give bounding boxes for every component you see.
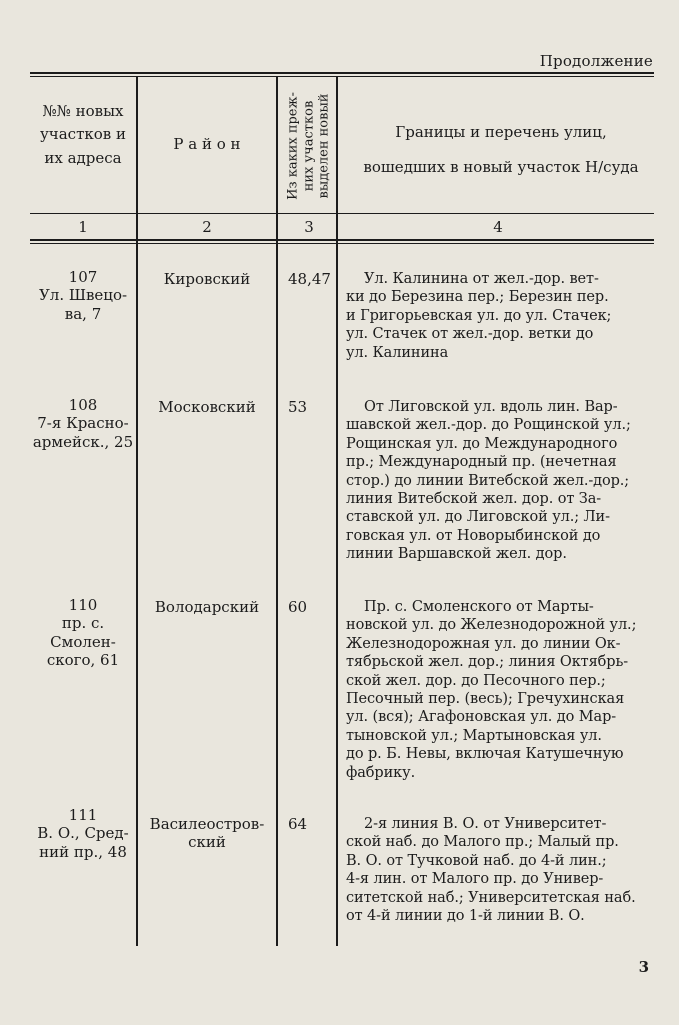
table-row-111-district: Василеостров- ский bbox=[149, 815, 265, 852]
table-row-110-from: 60 bbox=[288, 598, 308, 616]
colnum-rule bbox=[30, 239, 654, 241]
continued-label: Продолжение bbox=[539, 52, 653, 70]
colnum-3: 3 bbox=[304, 218, 314, 236]
colnum-1: 1 bbox=[78, 218, 88, 236]
column-divider-1 bbox=[136, 76, 138, 946]
table-row-111-from: 64 bbox=[288, 815, 308, 833]
table-row-111-streets: 2-я линия В. О. от Университет- ской наб. до Малого пр.; Малый пр. В. О. от Тучковой наб. до 4-й лин.; 4-я лин. от Малого пр. до Универ- ситетской наб.; Университетская наб. от 4-й линии до 1-й линии В. О. bbox=[346, 816, 636, 925]
table-row-107-from: 48,47 bbox=[288, 270, 331, 288]
header-col1: №№ новых участков и их адреса bbox=[39, 102, 126, 167]
table-row-110-district: Володарский bbox=[154, 598, 260, 616]
table-row-107-streets: Ул. Калинина от жел.-дор. вет- ки до Березина пер.; Березин пер. и Григорьевская ул. до ул. Стачек; ул. Стачек от жел.-дор. ветки до ул. Калинина bbox=[346, 271, 612, 361]
header-rule bbox=[30, 213, 654, 214]
header-col3: Из каких преж- них участков выделен новый bbox=[285, 91, 332, 200]
colnum-4: 4 bbox=[493, 218, 503, 236]
table-top-rule bbox=[30, 72, 654, 74]
table-row-111-address: 111 В. О., Сред- ний пр., 48 bbox=[37, 806, 129, 861]
page-number: 3 bbox=[638, 958, 649, 976]
table-row-107-district: Кировский bbox=[163, 270, 251, 288]
table-row-108-address: 108 7-я Красно- армейск., 25 bbox=[32, 396, 134, 451]
column-divider-2 bbox=[276, 76, 278, 946]
table-top-rule-thin bbox=[30, 76, 654, 77]
table-row-108-streets: От Лиговской ул. вдоль лин. Вар- шавской жел.-дор. до Рощинской ул.; Рощинская ул. до Международного пр.; Международный пр. (нечетная стор.) до линии Витебской жел.-дор.; линия Витебской жел. дор. от За- ставской ул. до Лиговской ул.; Ли- говская ул. от Новорыбинской до линии Варшавской жел. дор. bbox=[346, 399, 631, 563]
table-row-108-from: 53 bbox=[288, 398, 308, 416]
colnum-rule-thin bbox=[30, 243, 654, 244]
header-col2: Р а й о н bbox=[173, 135, 241, 153]
table-row-108-district: Московский bbox=[158, 398, 256, 416]
table-row-110-address: 110 пр. с. Смолен- ского, 61 bbox=[46, 596, 120, 669]
header-col4: Границы и перечень улиц, вошедших в новый участок Н/суда bbox=[363, 123, 639, 176]
table-row-110-streets: Пр. с. Смоленского от Марты- новской ул. до Железнодорожной ул.; Железнодорожная ул. до линии Ок- тябрьской жел. дор.; линия Октябрь- ской жел. дор. до Песочного пер.; Песочный пер. (весь); Гречухинская ул. (вся); Агафоновская ул. до Мар- тыновской ул.; Мартыновская ул. до р. Б. Невы, включая Катушечную фабрику. bbox=[346, 599, 637, 781]
colnum-2: 2 bbox=[202, 218, 212, 236]
table-row-107-address: 107 Ул. Швецо- ва, 7 bbox=[38, 268, 128, 323]
